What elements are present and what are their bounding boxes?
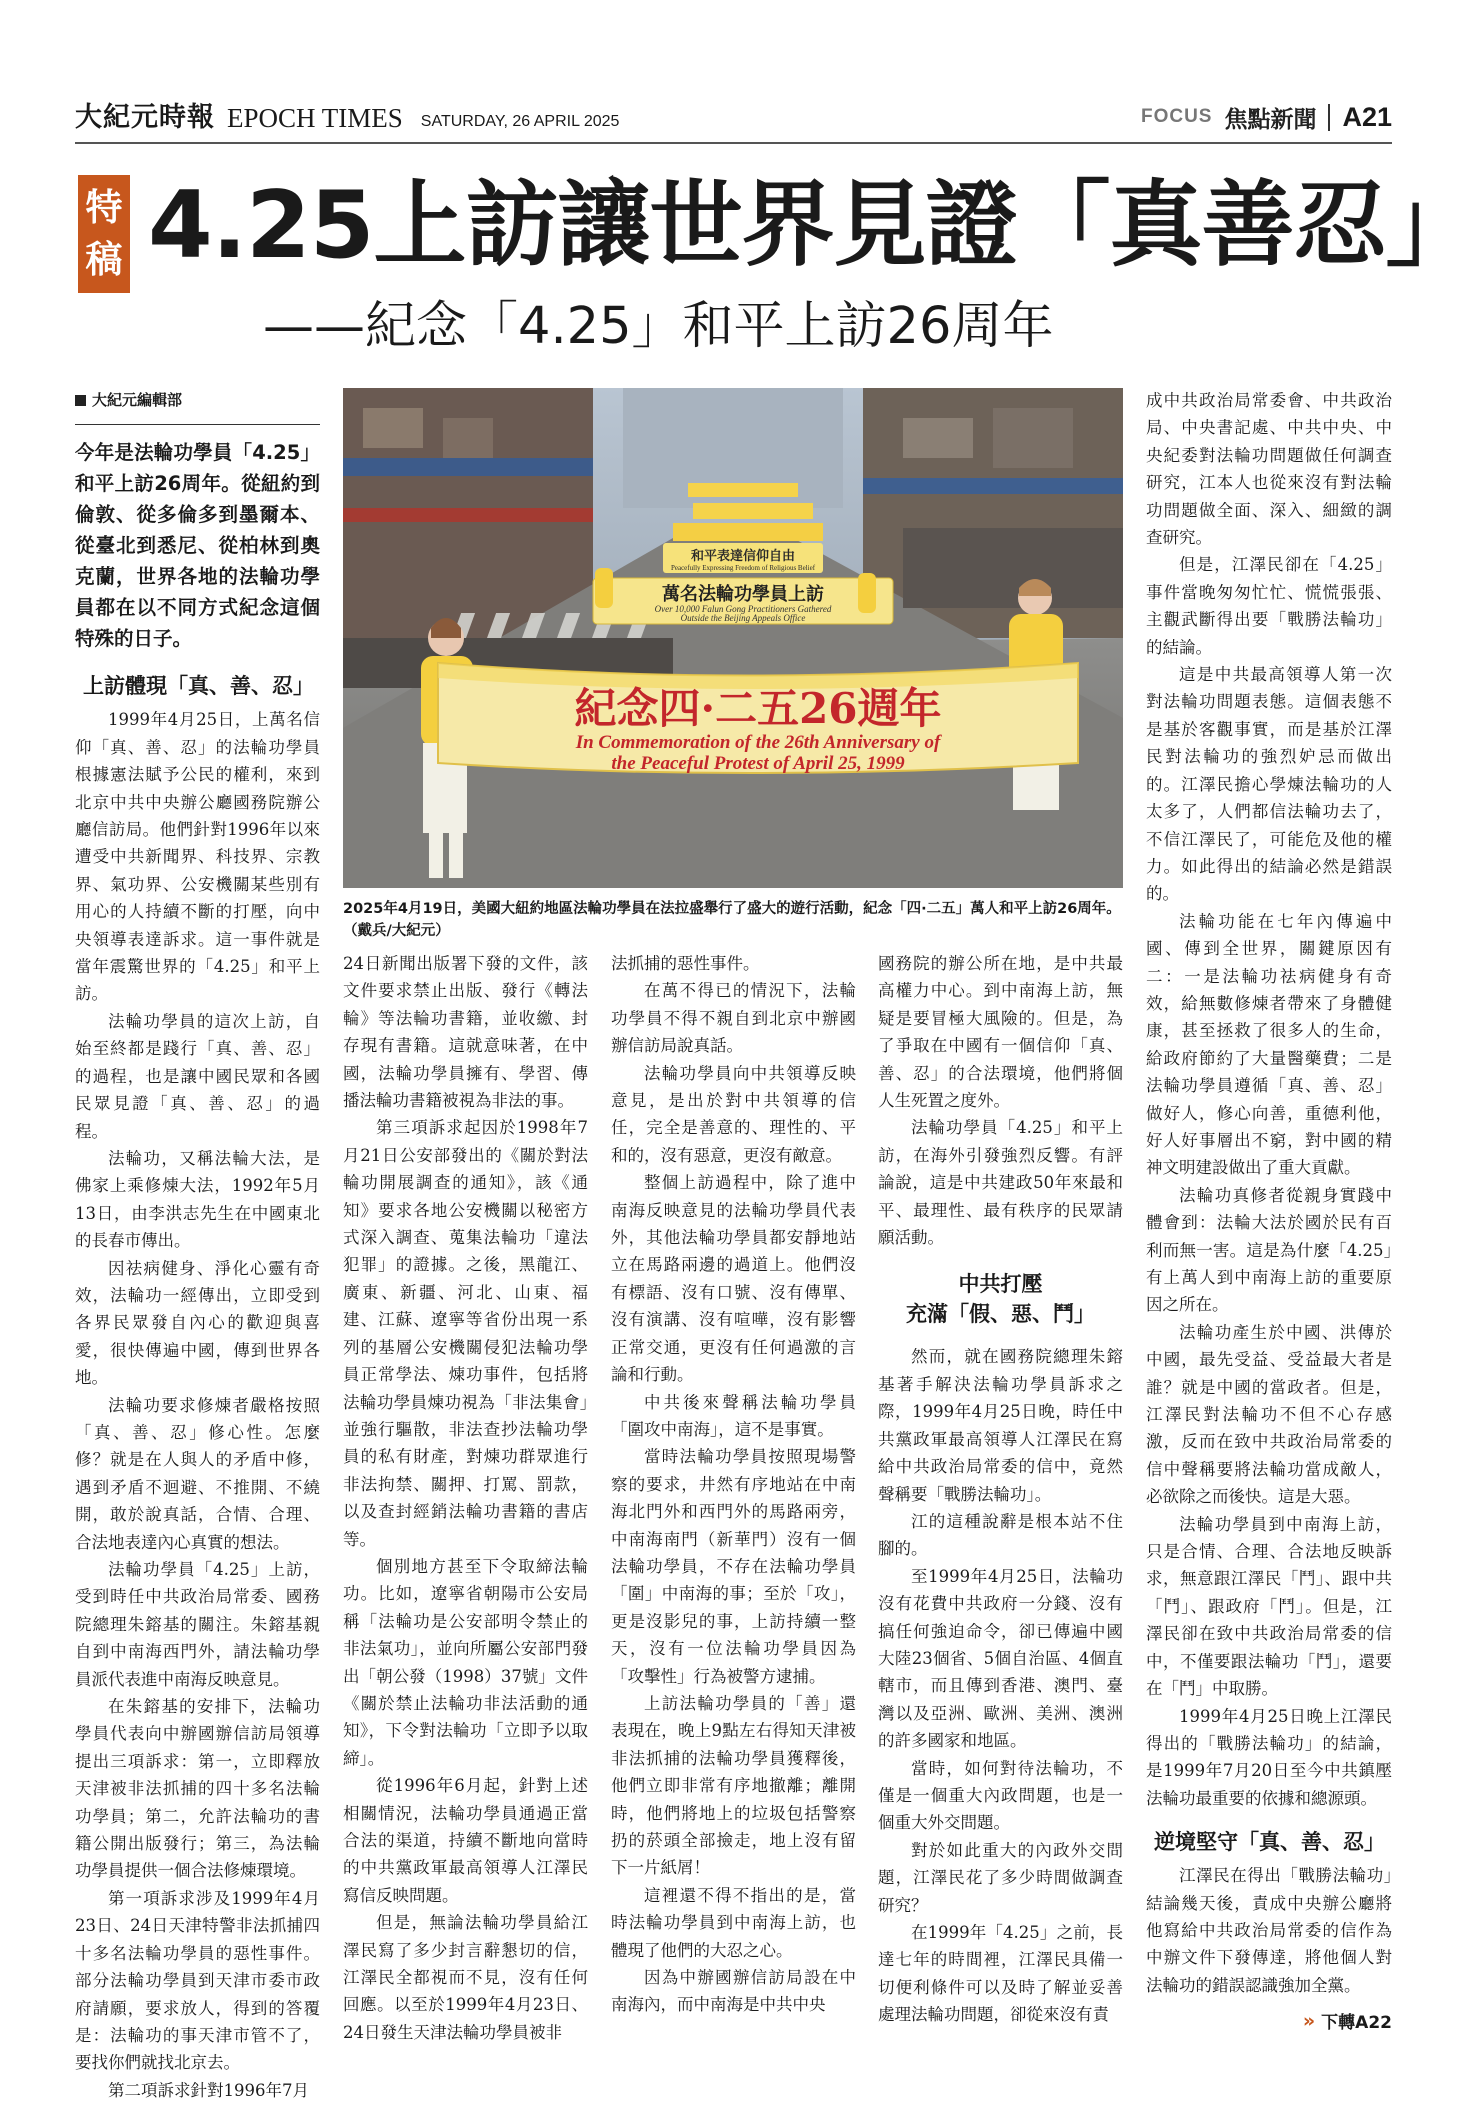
paragraph: 在1999年「4.25」之前，長達七年的時間裡，江澤民具備一切便利條件可以及時了解並妥善處理法輪功問題，卻從來沒有責 (878, 1923, 1123, 2025)
paragraph: 然而，就在國務院總理朱鎔基著手解決法輪功學員訴求之際，1999年4月25日晚，時任中共黨政軍最高領導人江澤民在寫給中共政治局常委的信中，竟然聲稱要「戰勝法輪功」。 (878, 1347, 1123, 1504)
paragraph: 1999年4月25日，上萬名信仰「真、善、忍」的法輪功學員根據憲法賦予公民的權利，來到北京中共中央辦公廳國務院辦公廳信訪局。他們針對1996年以來遭受中共新聞界、科技界、宗教界、氣功界、公安機關某些別有用心的人持續不斷的打壓，向中央領導表達訴求。這一事件就是當年震驚世界的「4.25」和平上訪。 (75, 710, 320, 1004)
logo-english: EPOCH TIMES (227, 103, 403, 133)
paragraph: 中共後來聲稱法輪功學員「圍攻中南海」，這不是事實。 (611, 1392, 856, 1439)
byline-square-icon (75, 395, 86, 406)
paragraph: 因為中辦國辦信訪局設在中南海內，而中南海是中共中央 (611, 1968, 856, 2015)
section-heading-2-line2: 充滿「假、惡、鬥」 (906, 1302, 1095, 1327)
paragraph: 法輪功產生於中國、洪傳於中國，最先受益、受益最大者是誰？就是中國的當政者。但是，江澤民對法輪功不但不心存感激，反而在致中共政治局常委的信中聲稱要將法輪功當成敵人，必欲除之而後快。這是大惡。 (1146, 1322, 1392, 1507)
header-divider (1328, 104, 1330, 131)
paragraph: 1999年4月25日晚上江澤民得出的「戰勝法輪功」的結論，是1999年7月20日至今中共鎮壓法輪功最重要的依據和總源頭。 (1146, 1706, 1392, 1808)
paragraph: 法輪功能在七年內傳遍中國、傳到全世界，關鍵原因有二：一是法輪功祛病健身有奇效，給無數修煉者帶來了身體健康，甚至拯救了很多人的生命，給政府節約了大量醫藥費；二是法輪功學員遵循「真、善、忍」做好人，修心向善，重德利他，好人好事層出不窮，對中國的精神文明建設做出了重大貢獻。 (1146, 911, 1392, 1178)
byline-text: 大紀元編輯部 (92, 391, 183, 409)
paragraph: 當時法輪功學員按照現場警察的要求，井然有序地站在中南海北門外和西門外的馬路兩旁，中南海南門（新華門）沒有一個法輪功學員，不存在法輪功學員「圍」中南海的事；至於「攻」，更是沒影兒的事，上訪持續一整天，沒有一位法輪功學員因為「攻擊性」行為被警方逮捕。 (611, 1447, 856, 1686)
paragraph: 因祛病健身、淨化心靈有奇效，法輪功一經傳出，立即受到各界民眾發自內心的歡迎與喜愛，很快傳遍中國，傳到世界各地。 (75, 1258, 320, 1388)
headline: 4.25上訪讓世界見證「真善忍」 (148, 171, 1477, 279)
continued-on-text: 下轉A22 (1321, 2013, 1392, 2033)
paragraph: 當時，如何對待法輪功，不僅是一個重大內政問題，也是一個重大外交問題。 (878, 1758, 1123, 1833)
photo-caption: 2025年4月19日，美國大紐約地區法輪功學員在法拉盛舉行了盛大的遊行活動，紀念「四·二五」萬人和平上訪26周年。（戴兵/大紀元） (343, 901, 1121, 939)
main-banner-en-2: the Peaceful Protest of April 25, 1999 (611, 753, 905, 774)
paragraph: 第三項訴求起因於1998年7月21日公安部發出的《關於對法輪功開展調查的通知》，該《通知》要求各地公安機關以秘密方式深入調查、蒐集法輪功「違法犯罪」的證據。之後，黑龍江、廣東、新疆、河北、山東、福建、江蘇、遼寧等省份出現一系列的基層公安機關侵犯法輪功學員正常學法、煉功事件，包括將法輪功學員煉功視為「非法集會」並強行驅散，非法查抄法輪功學員的私有財產，對煉功群眾進行非法拘禁、關押、打罵、罰款，以及查封經銷法輪功書籍的書店等。 (343, 1118, 588, 1549)
paragraph: 國務院的辦公所在地，是中共最高權力中心。到中南海上訪，無疑是要冒極大風險的。但是，為了爭取在中國有一個信仰「真、善、忍」的合法環境，他們將個人生死置之度外。 (878, 954, 1123, 1111)
section-label-zh: 焦點新聞 (1224, 106, 1317, 133)
continued-on-link[interactable] (1303, 2008, 1392, 2033)
column-2 (343, 950, 588, 2042)
paragraph: 但是，江澤民卻在「4.25」事件當晚匆匆忙忙、慌慌張張、主觀武斷得出要「戰勝法輪功」的結論。 (1146, 555, 1392, 657)
byline (75, 387, 320, 414)
paragraph: 24日新聞出版署下發的文件，該文件要求禁止出版、發行《轉法輪》等法輪功書籍，並收繳、封存現有書籍。這就意味著，在中國，法輪功學員擁有、學習、傳播法輪功書籍被視為非法的事。 (343, 954, 588, 1111)
section-heading-3: 逆境堅守「真、善、忍」 (1154, 1830, 1385, 1855)
double-chevron-right-icon: » (1302, 2009, 1316, 2032)
paragraph: 法輪功學員的這次上訪，自始至終都是踐行「真、善、忍」的過程，也是讓中國民眾和各國民眾見證「真、善、忍」的過程。 (75, 1011, 320, 1141)
feature-tag (78, 175, 130, 293)
column-4 (878, 950, 1123, 2025)
parade-photo (343, 388, 1123, 888)
paragraph: 法抓捕的惡性事件。 (611, 954, 760, 973)
paragraph: 這裡還不得不指出的是，當時法輪功學員到中南海上訪，也體現了他們的大忍之心。 (611, 1885, 856, 1960)
section-heading-2 (878, 1269, 1123, 1329)
paragraph: 對於如此重大的內政外交問題，江澤民花了多少時間做調查研究？ (878, 1840, 1123, 1915)
paragraph: 江澤民在得出「戰勝法輪功」結論幾天後，責成中央辦公廳將他寫給中共政治局常委的信作為中辦文件下發傳達，將他個人對法輪功的錯誤認識強加全黨。 (1146, 1866, 1392, 1995)
main-banner-zh: 紀念四·二五26週年 (574, 684, 942, 733)
paragraph: 法輪功要求修煉者嚴格按照「真、善、忍」修心性。怎麼修？就是在人與人的矛盾中修，遇到矛盾不迴避、不推開、不繞開，敢於說真話，合情、合理、合法地表達內心真實的想法。 (75, 1395, 320, 1552)
section-header (1141, 100, 1392, 134)
feature-tag-char: 特 (85, 186, 123, 229)
paragraph: 法輪功學員向中共領導反映意見，是出於對中共領導的信任，完全是善意的、理性的、平和的，沒有惡意，更沒有敵意。 (611, 1063, 856, 1165)
paragraph: 法輪功，又稱法輪大法，是佛家上乘修煉大法，1992年5月13日，由李洪志先生在中國東北的長春市傳出。 (75, 1148, 320, 1251)
column-5 (1146, 387, 1392, 1997)
mid-banner-en-2: Outside the Beijing Appeals Office (680, 613, 806, 623)
paragraph: 法輪功學員到中南海上訪，只是合情、合理、合法地反映訴求，無意跟江澤民「鬥」、跟中共「鬥」、跟政府「鬥」。但是，江澤民卻在致中共政治局常委的信中，不僅要跟法輪功「鬥」，還要在「鬥」中取勝。 (1146, 1514, 1392, 1699)
paragraph: 從1996年6月起，針對上述相關情況，法輪功學員通過正當合法的渠道，持續不斷地向當時的中共黨政軍最高領導人江澤民寫信反映問題。 (343, 1776, 588, 1905)
paragraph: 這是中共最高領導人第一次對法輪功問題表態。這個表態不是基於客觀事實，而是基於江澤民對法輪功的強烈妒忌而做出的。江澤民擔心學煉法輪功的人太多了，人們都信法輪功去了，不信江澤民了，可能危及他的權力。如此得出的結論必然是錯誤的。 (1146, 665, 1392, 904)
section-heading-2-line1: 中共打壓 (958, 1272, 1043, 1297)
logo-chinese: 大紀元時報 (75, 102, 215, 133)
section-heading-1: 上訪體現「真、善、忍」 (83, 674, 314, 699)
page-number: A21 (1342, 101, 1392, 132)
paragraph: 在萬不得已的情況下，法輪功學員不得不親自到北京中辦國辦信訪局說真話。 (611, 981, 856, 1056)
paragraph: 成中共政治局常委會、中共政治局、中央書記處、中共中央、中央紀委對法輪功問題做任何調查研究，江本人也從來沒有對法輪功問題做全面、深入、細緻的調查研究。 (1146, 391, 1392, 548)
small-banner-en: Peacefully Expressing Freedom of Religious Belief (670, 564, 816, 572)
feature-tag-char: 稿 (85, 238, 123, 281)
column-1 (75, 387, 320, 2100)
issue-date: SATURDAY, 26 APRIL 2025 (420, 113, 620, 130)
header-rule (75, 142, 1392, 144)
paragraph: 但是，無論法輪功學員給江澤民寫了多少封言辭懇切的信，江澤民全都視而不見，沒有任何回應。以至於1999年4月23日、24日發生天津法輪功學員被非 (343, 1913, 588, 2042)
paragraph: 整個上訪過程中，除了進中南海反映意見的法輪功學員代表外，其他法輪功學員都安靜地站立在馬路兩邊的過道上。他們沒有標語、沒有口號、沒有傳單、沒有演講、沒有喧嘩，沒有影響正常交通，更沒有任何過激的言論和行動。 (611, 1173, 856, 1385)
paragraph: 上訪法輪功學員的「善」還表現在，晚上9點左右得知天津被非法抓捕的法輪功學員獲釋後，他們立即非常有序地撤離；離開時，他們將地上的垃圾包括警察扔的菸頭全部撿走，地上沒有留下一片紙屑！ (611, 1693, 856, 1878)
mid-banner-zh: 萬名法輪功學員上訪 (662, 584, 824, 605)
paragraph: 第二項訴求針對1996年7月 (108, 2080, 309, 2100)
byline-rule (75, 424, 320, 425)
masthead (75, 100, 619, 134)
paragraph: 江的這種說辭是根本站不住腳的。 (878, 1511, 1123, 1559)
paragraph: 第一項訴求涉及1999年4月23日、24日天津特警非法抓捕四十多名法輪功學員的惡性事件。部分法輪功學員到天津市委市政府請願，要求放人，得到的答覆是：法輪功的事天津市管不了，要找你們就找北京去。 (75, 1888, 320, 2073)
column-3 (611, 950, 856, 2015)
subheadline: ——紀念「4.25」和平上訪26周年 (263, 297, 1054, 356)
mid-banner-en-1: Over 10,000 Falun Gong Practitioners Gathered (654, 604, 832, 614)
parade-illustration (343, 388, 1123, 888)
main-banner-en-1: In Commemoration of the 26th Anniversary of (575, 732, 941, 753)
paragraph: 法輪功真修者從親身實踐中體會到：法輪大法於國於民有百利而無一害。這是為什麼「4.25」有上萬人到中南海上訪的重要原因之所在。 (1146, 1185, 1392, 1315)
section-label-en: FOCUS (1140, 106, 1213, 127)
paragraph: 個別地方甚至下令取締法輪功。比如，遼寧省朝陽市公安局稱「法輪功是公安部明令禁止的非法氣功」，並向所屬公安部門發出「朝公發（1998）37號」文件《關於禁止法輪功非法活動的通知》，下令對法輪功「立即予以取締」。 (343, 1556, 588, 1768)
paragraph: 法輪功學員「4.25」上訪，受到時任中共政治局常委、國務院總理朱鎔基的關注。朱鎔基親自到中南海西門外，請法輪功學員派代表進中南海反映意見。 (75, 1560, 320, 1689)
lead-paragraph: 今年是法輪功學員「4.25」和平上訪26周年。從紐約到倫敦、從多倫多到墨爾本、從臺北到悉尼、從柏林到奧克蘭，世界各地的法輪功學員都在以不同方式紀念這個特殊的日子。 (75, 441, 320, 651)
paragraph: 在朱鎔基的安排下，法輪功學員代表向中辦國辦信訪局領導提出三項訴求：第一，立即釋放天津被非法抓捕的四十多名法輪功學員；第二，允許法輪功的書籍公開出版發行；第三，為法輪功學員提供一個合法修煉環境。 (75, 1697, 320, 1881)
small-banner-zh: 和平表達信仰自由 (690, 549, 796, 564)
paragraph: 法輪功學員「4.25」和平上訪，在海外引發強烈反響。有評論說，這是中共建政50年來最和平、最理性、最有秩序的民眾請願活動。 (878, 1118, 1123, 1248)
paragraph: 至1999年4月25日，法輪功沒有花費中共政府一分錢、沒有搞任何強迫命令，卻已傳遍中國大陸23個省、5個自治區、4個直轄市，而且傳到香港、澳門、臺灣以及亞洲、歐洲、美洲、澳洲的許多國家和地區。 (878, 1566, 1123, 1751)
